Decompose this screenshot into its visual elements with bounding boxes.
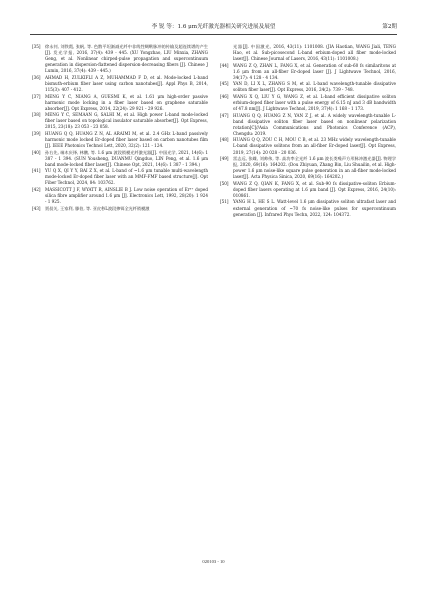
- reference-item: [32, 75, 208, 93]
- reference-text: 雷志远, 张嵘, 刘帅伟, 等. 高功率全光纤 1.6 μm 波长类噪声方形脉冲激光器[J]. 物理学报, 2020, 69(16): 164202. (Dou Zhiyuan, Zhang Bin, Liu Shuailin, et al. High-power 1.6 μm noise-like square pulse generation in an all-fiber mode-locked laser[J]. Acta Physica Sinica, 2020, 69(16): 164202.): [233, 156, 396, 180]
- reference-text: 贾叔关, 王家利, 滕伯, 等. 亚皮秒L波段掺铒全光纤锁模激: [45, 205, 150, 211]
- reference-item: [32, 168, 208, 186]
- reference-item: [220, 113, 396, 137]
- reference-number: [51]: [220, 199, 229, 205]
- reference-text: AHMAD H, ZULKIFLI A Z, MUHAMMAD F D, et al. Mode-locked L-band bismuth-erbium fiber laser using carbon nanotubes[J]. Appl Phys B, 2014, 115(3): 407 - 412.: [45, 74, 208, 93]
- reference-number: [37]: [32, 93, 41, 99]
- issue-number: 第2期: [382, 24, 397, 30]
- reference-number: [49]: [220, 156, 229, 162]
- reference-number: [41]: [32, 168, 41, 174]
- reference-text: HUANG Q Q, ZOU C H, MOU C B, et al. 23 MHz widely wavelength-tunable L-band dissipative solitons from an all-fiber Er-doped laser[J]. Opt Express, 2019, 27(14): 20 028 - 20 036.: [233, 137, 396, 155]
- running-header: [30, 22, 397, 35]
- reference-item-continued: [220, 44, 396, 62]
- reference-column-right: [220, 44, 396, 218]
- reference-text: YU Q X, QI Y Y, BAI Z X, et al. L-band of ~1.6 μm tunable multi-wavelength mode-locked Er-doped fiber laser with an MMF-FMF based structure[J]. Opt Fiber Technol, 2024, 84: 103762.: [45, 168, 208, 186]
- reference-item: [32, 206, 208, 212]
- reference-number: [35]: [32, 44, 41, 49]
- reference-text: MENG Y C, NIANG A, GUESMI K, et al. 1.61 μm high-order passive harmonic mode locking in a fiber laser based on graphene saturable absorber[J]. Opt Express, 2014, 22(24): 29 921 - 29 926.: [45, 93, 208, 111]
- reference-text: 徐永钊, 刘铁霞, 张帆, 等. 色散平坦渐减光纤中非线性啁啾脉冲的传输及超连续谱的产生[J]. 发光学报, 2016, 37(4): 439 - 445. (XU Yongzhao, LIU Minxia, ZHANG Geng, et al. Nonlinear chirped-pulse propagation and supercontinuum generation in dispersion-flattened dispersion-decreasing fibers [J]. Chinese J Lumin, 2016, 37(4): 439 - 445.): [45, 44, 208, 74]
- reference-number: [47]: [220, 112, 229, 118]
- reference-item: [220, 81, 396, 93]
- reference-text: HUANG Q Q, HUANG Z N, YAN Z J, et al. A widely wavelength-tunable L-band dissipative soliton fiber laser based on nonlinear polarization rotation[C]//Asia Communications and Photonics Conference (ACP), Chengdu: 2019.: [233, 112, 396, 136]
- reference-text: 孙右先, 端木庆铎, 林鹏, 等. 1.6 μm 波段锁模光纤激光器[J]. 中国光学, 2021, 14(6): 1 387 - 1 394. (SUN Yousheng, DUANMU Qingduo, LIN Peng, et al. 1.6 μm band mode-locked fiber laser[J]. Chinese Opt, 2021, 14(6): 1 387 - 1 394.): [45, 149, 208, 167]
- reference-number: [48]: [220, 137, 229, 143]
- reference-item: [220, 181, 396, 199]
- reference-text: WANG Z Q, ZHAN L, FANG X, et al. Generation of sub-60 fs similaritons at 1.6 μm from an all-fiber Er-doped laser [J]. J Lightwave Technol, 2016, 34(17): 4 128 - 4 134.: [233, 62, 396, 80]
- reference-text: MENG Y C, SEMAAN G, SALHI M, et al. High power L-band mode-locked fiber laser based on topological insulator saturable absorber[J]. Opt Express, 2015, 23(18): 23 053 - 23 058.: [45, 112, 208, 130]
- reference-number: [39]: [32, 130, 41, 136]
- reference-item: [220, 63, 396, 81]
- reference-item: [220, 156, 396, 180]
- reference-number: [42]: [32, 186, 41, 192]
- reference-number: [46]: [220, 93, 229, 99]
- reference-item: [32, 112, 208, 130]
- page-footer-code: 020103 - 10: [202, 559, 225, 564]
- reference-text: YAN D, LI X L, ZHANG S M, et al. L-band wavelength-tunable dissipative soliton fiber laser[J]. Opt Express, 2016, 24(2): 739 - 748.: [233, 81, 396, 93]
- reference-column-left: [32, 44, 208, 212]
- reference-item: [32, 187, 208, 205]
- reference-number: [50]: [220, 180, 229, 186]
- reference-text: 光器[J]. 中国激光, 2016, 43(11): 1101008. (JIA Haotian, WANG Jiali, TENG Hao, et al. Sub-picosecond L-band erbium-doped all fiber mode-locked laser[J]. Chinese Journal of Lasers, 2016, 43(11): 1101008.): [233, 44, 396, 62]
- reference-text: WANG X Q, LIU Y G, WANG Z, et al. L-band efficient dissipative soliton erbium-doped fiber laser with a pulse energy of 6.15 nJ and 3 dB bandwidth of 47.8 nm[J]. J Lightwave Technol, 2019, 37(4): 1 168 - 1 173.: [233, 93, 396, 112]
- running-header-title: 李 锐 等：1.6 μm光纤激光器相关研究进展及展望: [151, 24, 276, 30]
- reference-number: [36]: [32, 74, 41, 80]
- reference-number: [40]: [32, 149, 41, 155]
- reference-item: [32, 94, 208, 112]
- reference-item: [220, 137, 396, 155]
- reference-text: WANG Z Q, QIAN K, FANG X, et al. Sub-90 fs dissipative-soliton Erbium-doped fiber lasers operating at 1.6 μm band [J]. Opt Express, 2016, 24(10): 010861.: [233, 180, 396, 198]
- reference-text: MASSICOTT J F, WYATT R, AINSLIE B J. Low noise operation of Er³⁺ doped silica fibre amplifier around 1.6 μm [J]. Electronics Lett, 1992, 28(20): 1 924 - 1 925.: [45, 186, 208, 205]
- reference-item: [220, 94, 396, 112]
- reference-number: [45]: [220, 81, 229, 87]
- reference-number: [43]: [32, 205, 41, 211]
- reference-item: [32, 150, 208, 168]
- reference-item: [32, 44, 208, 74]
- reference-item: [220, 199, 396, 217]
- reference-number: [38]: [32, 112, 41, 118]
- reference-text: YANG H L, HE S L. Watt-level 1.6 μm dissipative soliton ultrafast laser and external generation of ~70 fs noise-like pulses for supercontinuum generation [J]. Infrared Phys Techn, 2022, 124: 104372.: [233, 199, 396, 217]
- reference-item: [32, 131, 208, 149]
- reference-text: HUANG Q Q, HUANG Z N, AL ARAIMI M, et al. 2.4 GHz L-band passively harmonic mode locked Er-doped fiber laser based on carbon nanotubes film [J]. IEEE Photonics Technol Lett, 2020, 32(2): 121 - 124.: [45, 130, 208, 149]
- reference-number: [44]: [220, 62, 229, 68]
